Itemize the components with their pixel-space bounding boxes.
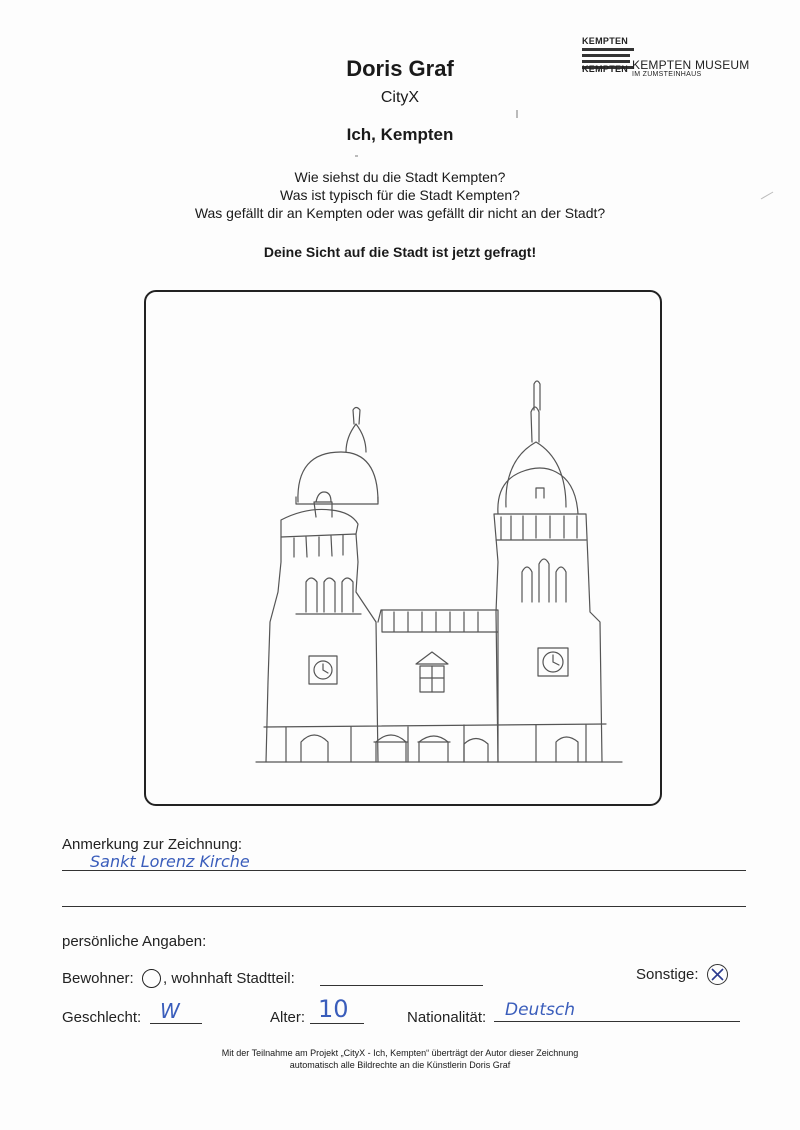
museum-logo: [582, 38, 762, 82]
rights-notice-line-1: Mit der Teilnahme am Projekt „CityX - Ich, Kempten“ überträgt der Autor dieser Zeichnung: [221, 1048, 579, 1058]
annotation-value[interactable]: Sankt Lorenz Kirche: [90, 852, 250, 871]
resident-label: Bewohner:: [62, 970, 134, 987]
district-field[interactable]: [320, 985, 483, 986]
district-label: , wohnhaft Stadtteil:: [163, 970, 295, 987]
other-label: Sonstige:: [636, 966, 699, 983]
annotation-label: Anmerkung zur Zeichnung:: [62, 836, 243, 853]
scan-mark: [516, 110, 518, 118]
nationality-line: [494, 1021, 740, 1022]
project-name: CityX: [380, 89, 420, 106]
logo-mark-text: KEMPTEN: [582, 36, 629, 46]
annotation-line-2[interactable]: [62, 906, 746, 907]
gender-label: Geschlecht:: [62, 1009, 142, 1026]
logo-mark-text-bottom: KEMPTEN: [582, 64, 629, 74]
museum-name: KEMPTEN MUSEUM: [632, 58, 750, 72]
gender-value[interactable]: W: [160, 999, 180, 1023]
age-label: Alter:: [270, 1009, 306, 1026]
church-drawing: [146, 292, 664, 808]
scan-mark: [355, 155, 358, 157]
question-1: Wie siehst du die Stadt Kempten?: [294, 169, 506, 185]
call-to-action: Deine Sicht auf die Stadt ist jetzt gefragt!: [263, 244, 537, 260]
other-checkbox[interactable]: [707, 964, 728, 985]
rights-notice-line-2: automatisch alle Bildrechte an die Künstlerin Doris Graf: [289, 1060, 511, 1070]
author-name: Doris Graf: [346, 56, 454, 81]
resident-checkbox[interactable]: [142, 969, 161, 988]
checkbox-cross-icon: [708, 965, 727, 984]
nationality-label: Nationalität:: [407, 1009, 487, 1026]
drawing-frame: [144, 290, 662, 806]
museum-logo-mark: [582, 38, 634, 76]
nationality-value[interactable]: Deutsch: [505, 1000, 575, 1020]
gender-line: [150, 1023, 202, 1024]
question-2: Was ist typisch für die Stadt Kempten?: [280, 187, 520, 203]
worksheet-title: Ich, Kempten: [346, 125, 454, 144]
age-line: [310, 1023, 364, 1024]
personal-data-label: persönliche Angaben:: [62, 933, 207, 950]
age-value[interactable]: 10: [318, 995, 349, 1023]
question-3: Was gefällt dir an Kempten oder was gefällt dir nicht an der Stadt?: [194, 205, 606, 221]
museum-subname: IM ZUMSTEINHAUS: [632, 71, 702, 78]
